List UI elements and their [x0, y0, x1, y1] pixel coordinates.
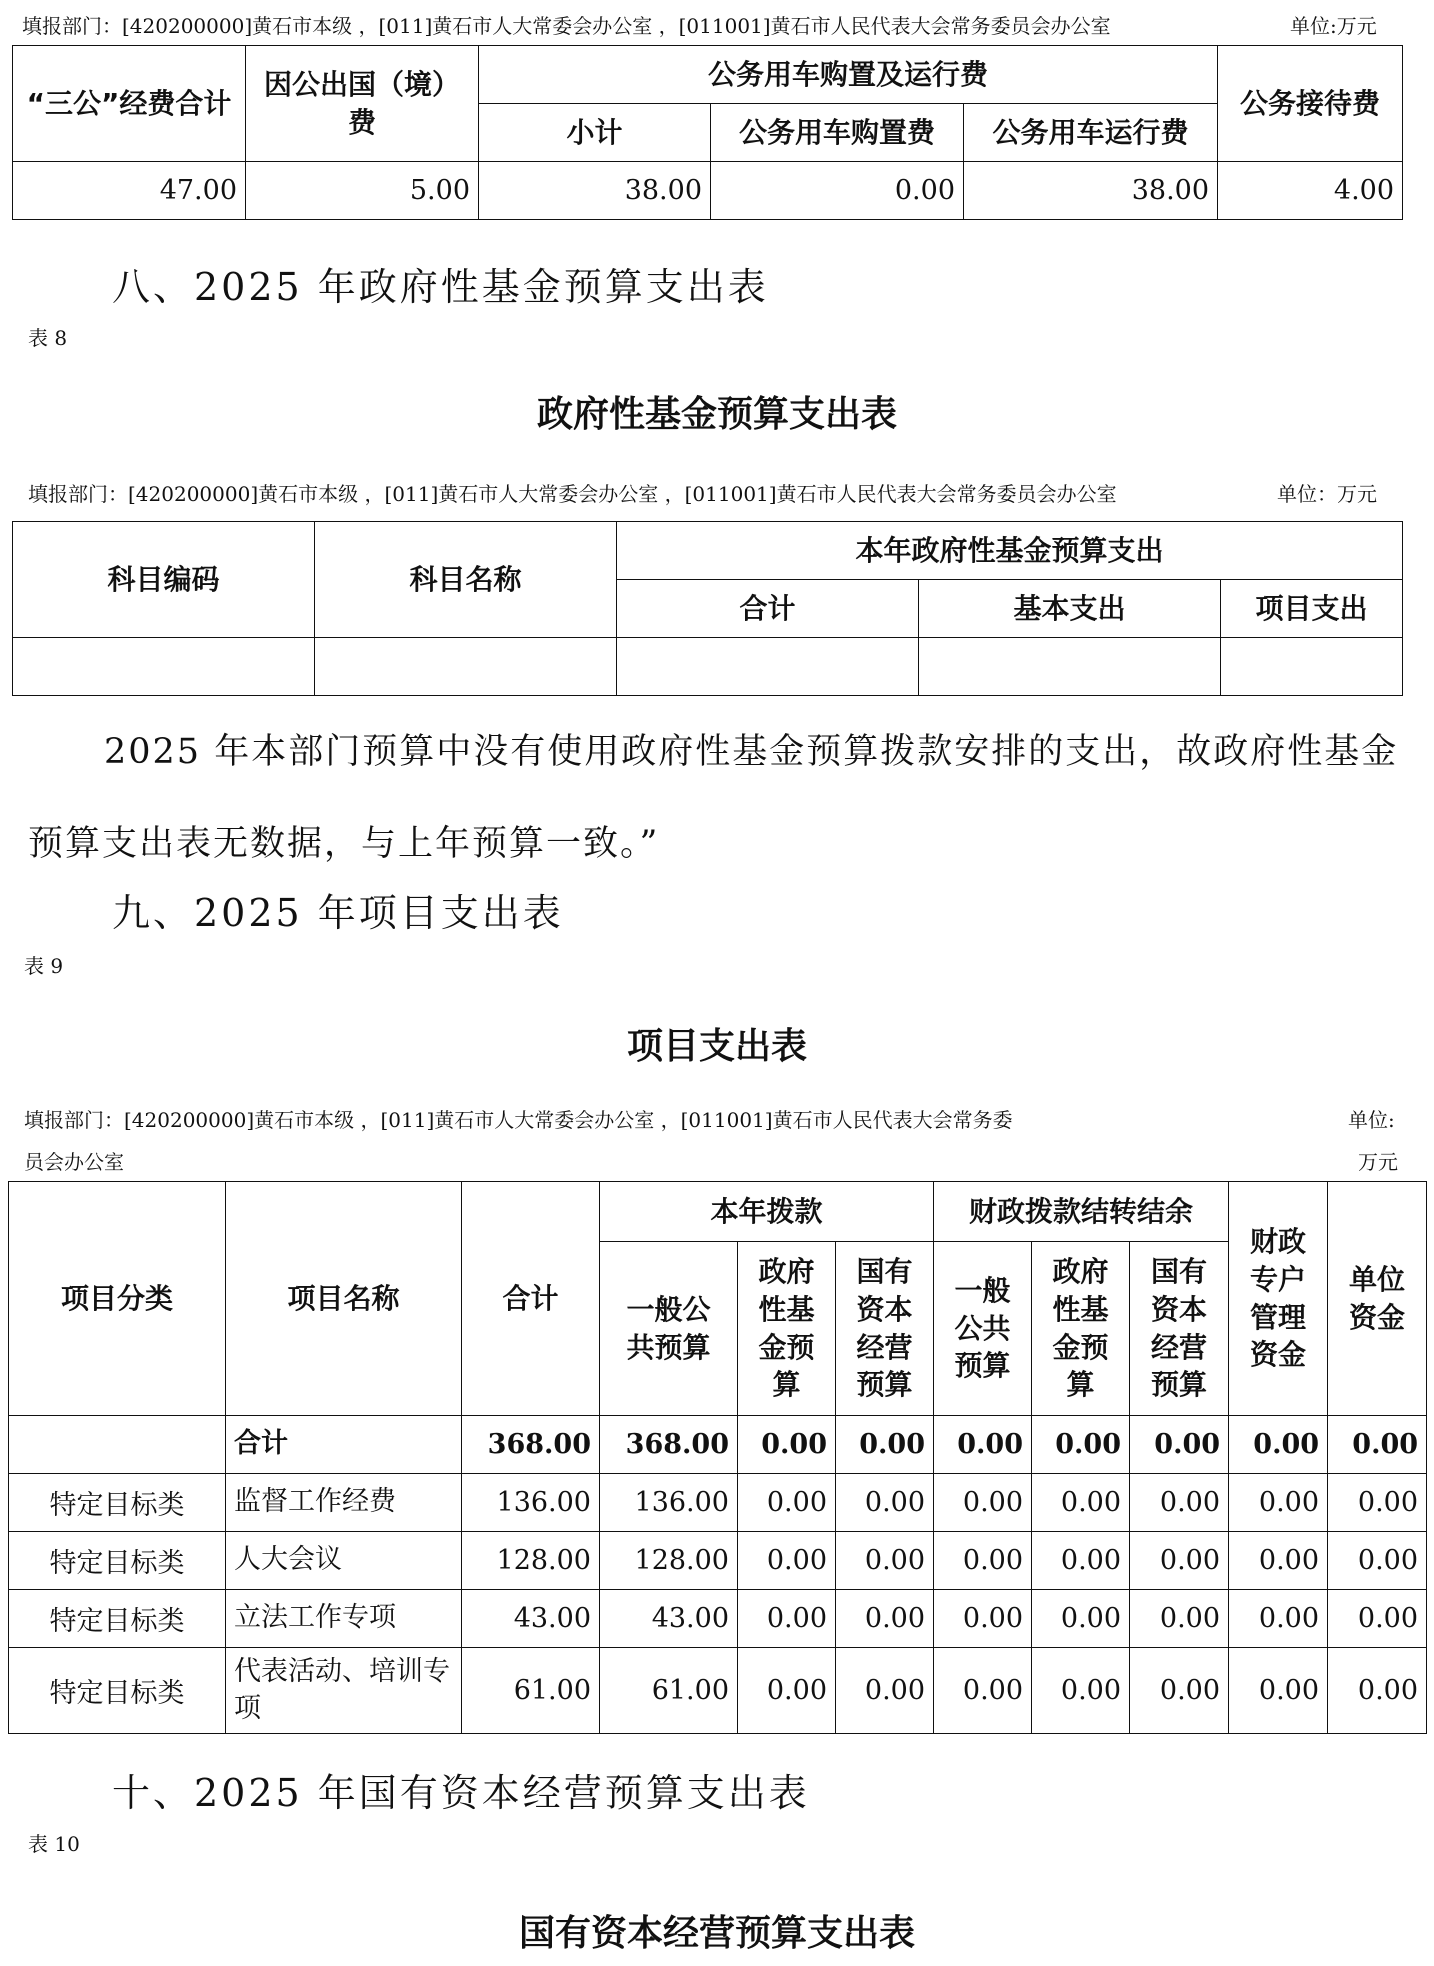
project-name-cell: 代表活动、培训专项 — [226, 1648, 462, 1734]
project-value-cell: 0.00 — [1229, 1590, 1328, 1648]
no-data-note: 2025 年本部门预算中没有使用政府性基金预算拨款安排的支出，故政府性基金预算支出表无数据，与上年预算一致。” — [28, 732, 1399, 864]
header-subject-name: 科目名称 — [315, 522, 617, 638]
project-value-cell: 368.00 — [462, 1416, 600, 1474]
header-basic: 基本支出 — [919, 580, 1221, 638]
project-value-cell: 0.00 — [738, 1416, 836, 1474]
project-category-cell: 特定目标类 — [9, 1532, 226, 1590]
project-value-cell: 0.00 — [934, 1416, 1032, 1474]
project-category-cell: 特定目标类 — [9, 1590, 226, 1648]
project-value-cell: 0.00 — [934, 1590, 1032, 1648]
three-public-expenses-table — [12, 45, 1403, 220]
cell-value: 4.00 — [1218, 162, 1403, 220]
header-general-budget: 一般公共预算 — [600, 1242, 738, 1416]
header-special-account: 财政专户管理资金 — [1229, 1182, 1328, 1416]
unit-label: 单位:万元 — [1290, 14, 1377, 38]
project-value-cell: 0.00 — [738, 1590, 836, 1648]
project-value-cell: 0.00 — [1032, 1474, 1130, 1532]
project-value-cell: 0.00 — [1328, 1590, 1427, 1648]
project-value-cell: 61.00 — [600, 1648, 738, 1734]
fill-department-line: 填报部门：[420200000]黄石市本级 ，[011]黄石市人大常委会办公室 ，[011001]黄石市人民代表大会常务委员会办公室 — [28, 482, 1117, 506]
project-value-cell: 0.00 — [738, 1648, 836, 1734]
empty-cell — [919, 638, 1221, 696]
project-value-cell: 0.00 — [1032, 1416, 1130, 1474]
header-vehicle-operation: 公务用车运行费 — [964, 104, 1218, 162]
project-value-cell: 0.00 — [1229, 1416, 1328, 1474]
header-carryover: 财政拨款结转结余 — [934, 1182, 1229, 1242]
header-abroad: 因公出国（境）费 — [246, 46, 479, 162]
header-current-appropriation: 本年拨款 — [600, 1182, 934, 1242]
project-value-cell: 0.00 — [934, 1648, 1032, 1734]
project-value-cell: 0.00 — [1130, 1532, 1229, 1590]
project-value-cell: 0.00 — [1229, 1474, 1328, 1532]
project-value-cell: 0.00 — [738, 1532, 836, 1590]
fill-department-line-cont: 员会办公室 — [24, 1150, 124, 1174]
project-value-cell: 0.00 — [1032, 1590, 1130, 1648]
project-name-cell: 立法工作专项 — [226, 1590, 462, 1648]
header-three-public-total: “三公”经费合计 — [13, 46, 246, 162]
empty-cell — [13, 638, 315, 696]
project-value-cell: 0.00 — [836, 1474, 934, 1532]
cell-value: 38.00 — [479, 162, 711, 220]
project-value-cell: 0.00 — [836, 1416, 934, 1474]
header-unit-funds: 单位资金 — [1328, 1182, 1427, 1416]
table-row — [9, 1648, 1427, 1734]
project-name-cell: 合计 — [226, 1416, 462, 1474]
header-capital-budget: 国有资本经营预算 — [836, 1242, 934, 1416]
unit-label: 单位：万元 — [1277, 482, 1377, 506]
project-category-cell: 特定目标类 — [9, 1648, 226, 1734]
project-value-cell: 136.00 — [600, 1474, 738, 1532]
table-row — [9, 1590, 1427, 1648]
project-value-cell: 43.00 — [462, 1590, 600, 1648]
project-value-cell: 0.00 — [1032, 1532, 1130, 1590]
project-value-cell: 0.00 — [1328, 1648, 1427, 1734]
unit-label: 单位: — [1348, 1108, 1395, 1132]
project-value-cell: 61.00 — [462, 1648, 600, 1734]
project-value-cell: 43.00 — [600, 1590, 738, 1648]
project-value-cell: 0.00 — [934, 1532, 1032, 1590]
header-subtotal: 小计 — [479, 104, 711, 162]
table-title-9: 项目支出表 — [626, 1026, 807, 1067]
header-carry-capital: 国有资本经营预算 — [1130, 1242, 1229, 1416]
section-heading-8: 八、2025 年政府性基金预算支出表 — [112, 265, 769, 309]
project-name-cell: 监督工作经费 — [226, 1474, 462, 1532]
project-value-cell: 0.00 — [1229, 1532, 1328, 1590]
cell-value: 38.00 — [964, 162, 1218, 220]
table-row — [9, 1416, 1427, 1474]
header-project-category: 项目分类 — [9, 1182, 226, 1416]
header-carry-fund: 政府性基金预算 — [1032, 1242, 1130, 1416]
project-value-cell: 0.00 — [934, 1474, 1032, 1532]
table-label-9: 表 9 — [24, 954, 64, 978]
unit-label-cont: 万元 — [1358, 1150, 1398, 1174]
header-vehicle-purchase: 公务用车购置费 — [711, 104, 964, 162]
project-value-cell: 0.00 — [836, 1648, 934, 1734]
project-value-cell: 0.00 — [1130, 1474, 1229, 1532]
project-category-cell: 特定目标类 — [9, 1474, 226, 1532]
project-value-cell: 136.00 — [462, 1474, 600, 1532]
header-project: 项目支出 — [1221, 580, 1403, 638]
header-subject-code: 科目编码 — [13, 522, 315, 638]
project-value-cell: 128.00 — [600, 1532, 738, 1590]
project-value-cell: 0.00 — [1328, 1416, 1427, 1474]
fill-department-line: 填报部门：[420200000]黄石市本级 ，[011]黄石市人大常委会办公室 ，[011001]黄石市人民代表大会常务委员会办公室 — [22, 14, 1111, 38]
table-label-10: 表 10 — [28, 1832, 80, 1856]
empty-cell — [315, 638, 617, 696]
cell-value: 5.00 — [246, 162, 479, 220]
project-value-cell: 0.00 — [1032, 1648, 1130, 1734]
header-fund-budget: 政府性基金预算 — [738, 1242, 836, 1416]
cell-value: 0.00 — [711, 162, 964, 220]
project-value-cell: 0.00 — [1130, 1590, 1229, 1648]
project-value-cell: 0.00 — [1229, 1648, 1328, 1734]
project-value-cell: 0.00 — [1130, 1416, 1229, 1474]
header-vehicle: 公务用车购置及运行费 — [479, 46, 1218, 104]
header-carry-general: 一般公共预算 — [934, 1242, 1032, 1416]
table-label-8: 表 8 — [28, 326, 68, 350]
project-value-cell: 0.00 — [1130, 1648, 1229, 1734]
cell-value: 47.00 — [13, 162, 246, 220]
government-fund-table — [12, 521, 1403, 696]
project-value-cell: 0.00 — [1328, 1532, 1427, 1590]
fill-department-line: 填报部门：[420200000]黄石市本级 ，[011]黄石市人大常委会办公室 ，[011001]黄石市人民代表大会常务委 — [24, 1108, 1013, 1132]
project-value-cell: 368.00 — [600, 1416, 738, 1474]
project-value-cell: 0.00 — [1328, 1474, 1427, 1532]
project-category-cell — [9, 1416, 226, 1474]
project-name-cell: 人大会议 — [226, 1532, 462, 1590]
header-project-name: 项目名称 — [226, 1182, 462, 1416]
header-total: 合计 — [617, 580, 919, 638]
section-heading-10: 十、2025 年国有资本经营预算支出表 — [112, 1771, 810, 1815]
empty-cell — [617, 638, 919, 696]
table-title-8: 政府性基金预算支出表 — [536, 394, 897, 435]
project-value-cell: 0.00 — [836, 1590, 934, 1648]
table-title-10: 国有资本经营预算支出表 — [518, 1913, 915, 1954]
project-expenditure-table — [8, 1181, 1427, 1734]
project-value-cell: 0.00 — [738, 1474, 836, 1532]
header-total: 合计 — [462, 1182, 600, 1416]
project-value-cell: 0.00 — [836, 1532, 934, 1590]
table-row — [9, 1532, 1427, 1590]
header-reception: 公务接待费 — [1218, 46, 1403, 162]
header-fund-expenditure: 本年政府性基金预算支出 — [617, 522, 1403, 580]
section-heading-9: 九、2025 年项目支出表 — [112, 891, 564, 935]
table-row — [9, 1474, 1427, 1532]
project-value-cell: 128.00 — [462, 1532, 600, 1590]
empty-cell — [1221, 638, 1403, 696]
